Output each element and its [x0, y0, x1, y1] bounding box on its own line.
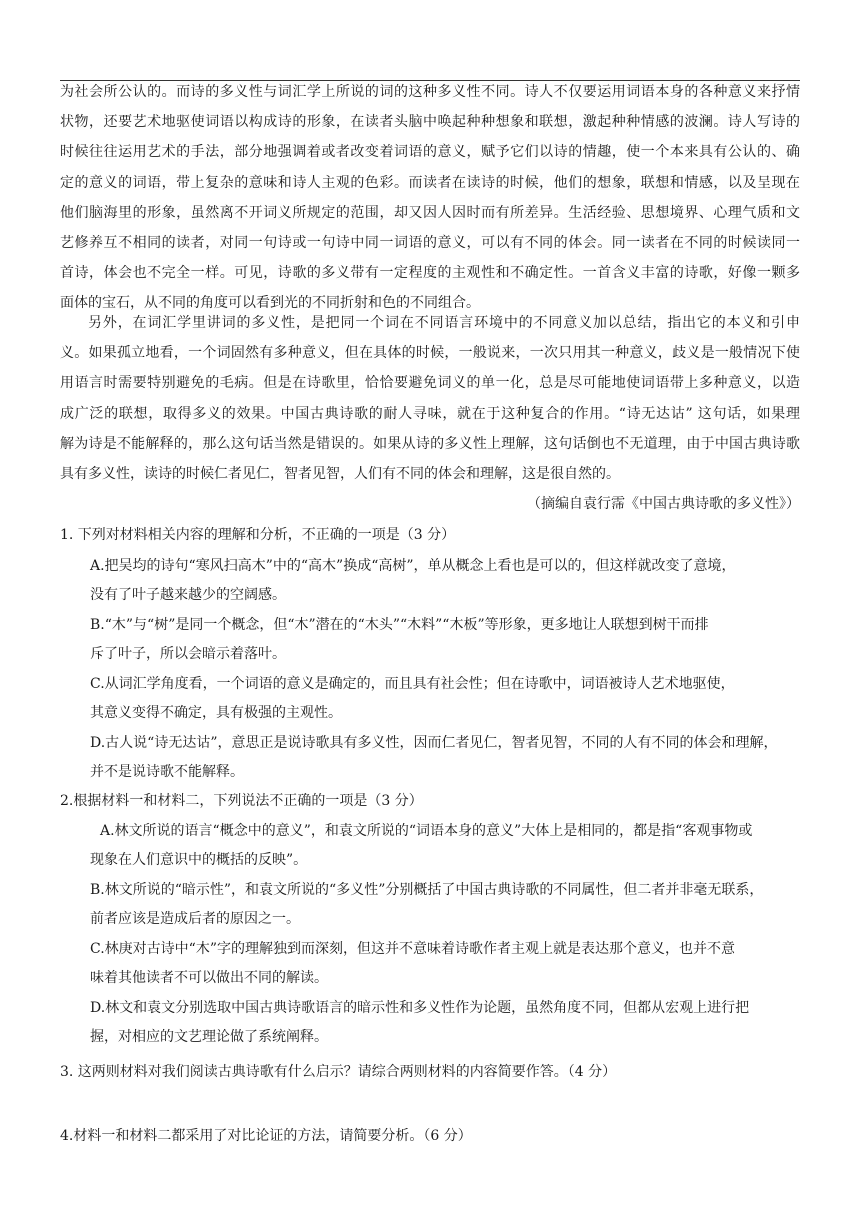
option-b-line-1: B.“木”与“树”是同一个概念，但“木”潜在的“木头”“木料”“木板”等形象，更多地让人联想到树干而排	[90, 617, 709, 633]
question-4-text: 4.材料一和材料二都采用了对比论证的方法，请简要分析。（6 分）	[60, 1128, 472, 1144]
passage-line: 时候往往运用艺术的手法，部分地强调着或者改变着词语的意义，赋予它们以诗的情趣，使一个本来具有公认的、确	[60, 144, 800, 161]
passage-line: 义。如果孤立地看，一个词固然有多种意义，但在具体的时候，一般说来，一次只用其一种意义，歧义是一般情况下使	[60, 345, 800, 362]
question-1	[60, 525, 800, 545]
option-d-line-2: 握，对相应的文艺理论做了系统阐释。	[90, 1029, 328, 1045]
passage-line: 成广泛的联想，取得多义的效果。中国古典诗歌的耐人寻味，就在于这种复合的作用。“诗无达诂” 这句话，如果理	[60, 405, 800, 422]
passage-line: 用语言时需要特别避免的毛病。但是在诗歌里，恰恰要避免词义的单一化，总是尽可能地使词语带上多种意义，以造	[60, 375, 800, 392]
option-b-line-2: 斥了叶子，所以会暗示着落叶。	[90, 646, 286, 662]
option-a-line-1: A.林文所说的语言“概念中的意义”，和袁文所说的“词语本身的意义”大体上是相同的，都是指“客观事物或	[100, 823, 753, 839]
passage-paragraph-1	[60, 82, 800, 324]
option-d-line-1: D.古人说“诗无达诂”，意思正是说诗歌具有多义性，因而仁者见仁，智者见智，不同的人有不同的体会和理解，	[90, 735, 778, 751]
passage-line: 状物，还要艺术地驱使词语以构成诗的形象，在读者头脑中唤起种种想象和联想，激起种种情感的波澜。诗人写诗的	[60, 114, 800, 131]
question-2-options	[60, 821, 800, 1057]
option-c-line-2: 味着其他读者不可以做出不同的解读。	[90, 970, 328, 986]
passage-line: 定的意义的词语，带上复杂的意味和诗人主观的色彩。而读者在读诗的时候，他们的想象，联想和情感，以及呈现在	[60, 174, 800, 191]
header-rule	[60, 80, 800, 81]
question-1-options	[60, 556, 800, 792]
passage-line: 为社会所公认的。而诗的多义性与词汇学上所说的词的这种多义性不同。诗人不仅要运用词语本身的各种意义来抒情	[60, 84, 800, 100]
option-c-line-2: 其意义变得不确定，具有极强的主观性。	[90, 705, 342, 721]
option-a-line-2: 现象在人们意识中的概括的反映”。	[90, 852, 308, 868]
option-c-line-1: C.林庚对古诗中“木”字的理解独到而深刻，但这并不意味着诗歌作者主观上就是表达那个意义，也并不意	[90, 941, 735, 957]
passage-line: 艺修养互不相同的读者，对同一句诗或一句诗中同一词语的意义，可以有不同的体会。同一读者在不同的时候读同一	[60, 235, 800, 251]
question-2	[60, 791, 800, 811]
source-row	[60, 494, 800, 514]
option-b-line-1: B.林文所说的“暗示性”，和袁文所说的“多义性”分别概括了中国古典诗歌的不同属性，但二者并非毫无联系，	[90, 882, 764, 898]
question-3	[60, 1062, 800, 1082]
passage-line: 解为诗是不能解释的，那么这句话当然是错误的。如果从诗的多义性上理解，这句话倒也不无道理，由于中国古典诗歌	[60, 435, 800, 452]
passage-line: 另外，在词汇学里讲词的多义性，是把同一个词在不同语言环境中的不同意义加以总结，指出它的本义和引申	[88, 315, 800, 331]
option-a-line-1: A.把吴均的诗句“寒风扫高木”中的“高木”换成“高树”，单从概念上看也是可以的，但这样就改变了意境，	[90, 558, 736, 574]
question-1-stem: 1. 下列对材料相关内容的理解和分析，不正确的一项是（3 分）	[60, 527, 456, 543]
option-a-line-2: 没有了叶子越来越少的空阔感。	[90, 587, 286, 603]
passage-line: 首诗，体会也不完全一样。可见，诗歌的多义带有一定程度的主观性和不确定性。一首含义丰富的诗歌，好像一颗多	[60, 265, 800, 282]
question-4	[60, 1126, 800, 1146]
option-c-line-1: C.从词汇学角度看，一个词语的意义是确定的，而且具有社会性；但在诗歌中，词语被诗人艺术地驱使，	[90, 676, 735, 692]
source-citation: （摘编自袁行霈《中国古典诗歌的多义性》）	[527, 496, 800, 512]
question-2-stem: 2.根据材料一和材料二，下列说法不正确的一项是（3 分）	[60, 793, 423, 809]
option-d-line-2: 并不是说诗歌不能解释。	[90, 764, 244, 780]
question-3-text: 3. 这两则材料对我们阅读古典诗歌有什么启示？请综合两则材料的内容简要作答。（4 分）	[60, 1064, 617, 1080]
passage-line: 他们脑海里的形象，虽然离不开词义所规定的范围，却又因人因时而有所差异。生活经验、思想境界、心理气质和文	[60, 204, 800, 221]
passage-paragraph-2	[60, 313, 800, 494]
passage-line: 面体的宝石，从不同的角度可以看到光的不同折射和色的不同组合。	[60, 295, 480, 312]
option-b-line-2: 前者应该是造成后者的原因之一。	[90, 911, 300, 927]
passage-line: 具有多义性，读诗的时候仁者见仁，智者见智，人们有不同的体会和理解，这是很自然的。	[60, 466, 620, 482]
option-d-line-1: D.林文和袁文分别选取中国古典诗歌语言的暗示性和多义性作为论题，虽然角度不同，但都从宏观上进行把	[90, 1000, 750, 1016]
